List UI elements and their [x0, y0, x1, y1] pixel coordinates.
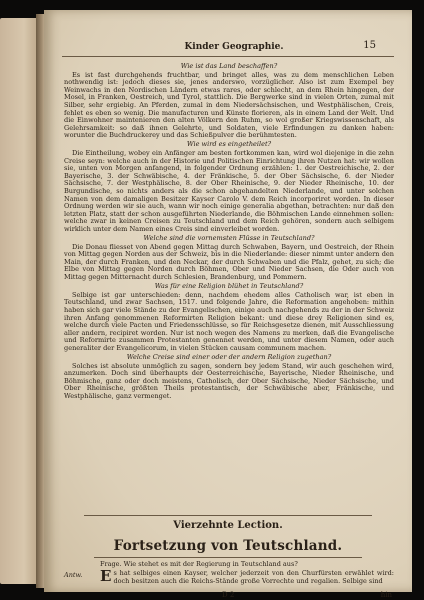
book-page: [44, 10, 412, 599]
question-heading: Wie wird es eingetheilet?: [186, 140, 272, 149]
title-rule: [94, 557, 362, 558]
question-heading: Was für eine Religion blühet in Teutschland?: [154, 282, 304, 291]
question-heading: Wie ist das Land beschaffen?: [180, 62, 278, 70]
running-title: Kinder Geographie.: [184, 42, 284, 52]
left-page-edge: [0, 18, 40, 584]
body-paragraph: Selbige ist gar unterschieden: denn, nachdem ehedem alles Catholisch war, ist eben in Teutschland, und zwar Sachsen, 1517. und folgende Jahre, die Reformation angehoben: mithin haben sich gar viele Stände zu der Evangelischen, einige auch nachgehends zu der in der Schweiz ihren Anfang genommenen Reformirten Religion bekant: und diese drey Religionen sind es, welche durch viele Pacten und Friedensschlüsse, so für Reichsgesetze dienen, mit Ausschliessung aller andern, recipiret worden. Nur ist noch wegen des Namens zu merken, daß die Evangelische und Reformirte zusammen Protestanten genennet werden, und unter diesem Namen, oder auch generaliter der Evangelicorum, in vielen Stücken causam communem machen.: [64, 290, 394, 352]
question-heading: Welche Creise sind einer oder der andern Religion zugethan?: [126, 352, 332, 361]
body-paragraph: Die Donau fliesset von Abend gegen Mittag durch Schwaben, Bayern, und Oestreich, der Rhein von Mittag gegen Norden aus der Schweiz, bis in die Niederlande: dieser nimmt unter andern den Main, der durch Franken, und den Neckar, der durch Schwaben und die Pfalz, gehet, zu sich; die Elbe von Mittag gegen Norden durch Böhmen, Ober und Nieder Sachsen, die Oder auch von Mittag gegen Mitternacht durch Schlesien, Brandenburg, und Pommern.: [64, 242, 394, 282]
page-number: 15: [363, 40, 376, 51]
signature-mark: D 2: [222, 591, 235, 599]
antw-label: Antw.: [64, 571, 83, 579]
section-rule: [84, 515, 372, 516]
catchword: hin: [380, 591, 392, 599]
drop-cap: E: [100, 567, 112, 585]
header-rule: [62, 56, 394, 57]
body-paragraph: Es ist fast durchgehends fruchtbar, und bringet alles, was zu dem menschlichen Leben nothwendig ist: jedoch dieses sie, jenes anderswo, vorzüglicher. Also ist zum Exempel bey Weinwachs in den Nordischen Ländern etwas rares, oder schlecht, an dem Rhein hingegen, der Mosel, in Franken, Oestreich, und Tyrol, stattlich. Die Bergwerke sind in vielen Orten, zumal mit Silber, sehr ergiebig. An Pferden, zumal in dem Niedersächsischen, und Westphälischen, Creis, fehlet es eben so wenig. Die manufacturen und Künste florieren, als in einem Land der Welt. Und die Einwohner maintenieren den alten Völkern den Ruhm, so wol großer Kriegswissenschaft, als Gelehrsamkeit: so daß ihnen Gelehrte, und Soldaten, viele Erfindungen zu danken haben: worunter die Buchdruckerey und das Schießpulver die berühmtesten.: [64, 70, 394, 140]
lesson-heading: Vierzehnte Lection.: [173, 520, 283, 531]
antw-text: [100, 567, 394, 585]
body-text: [64, 62, 394, 402]
antw-body: s hat selbiges einen Kayser, welcher jederzeit von den Churfürsten erwählet wird: doch besitzen auch die Reichs-Stände große Vorrechte und regalien. Selbige sind: [113, 569, 394, 585]
frage-line: Frage. Wie stehet es mit der Regierung in Teutschland aus?: [100, 560, 298, 568]
body-paragraph: Die Eintheilung, wobey ein Anfänger am besten fortkommen kan, wird wol diejenige in die zehn Creise seyn: welche auch in der Historie und Politischen Einrichtung ihren Nutzen hat: wir wollen sie, unten von Morgen anfangend, in folgender Ordnung erzählen: 1. der Oestreichische, 2. der Bayerische, 3. der Schwäbische, 4. der Fränkische, 5. der Ober Sächsische, 6. der Nieder Sächsische, 7. der Westphälische, 8. der Ober Rheinische, 9. der Nieder Rheinische, 10. der Burgundische, so nichts anders als die schon abgehandelten Niederlande, und unter solchen Namen von dem damaligen Besitzer Kayser Carolo V. dem Reich incorporiret worden. In dieser Ordnung werden wir sie auch, wann wir noch einige generalia abgethan, betrachten: nur daß den letzten Platz, statt der schon ausgeführten Niederlande, die Böhmischen Lande einnehmen sollen: welche zwar in keinen Creisen zu Teutschland und dem Reich gehören, sondern auch selbigem wirklich unter dem Namen eines Creis sind einverleibet worden.: [64, 149, 394, 233]
lesson-title: Fortsetzung von Teutschland.: [113, 538, 343, 554]
body-paragraph: Solches ist absolute unmöglich zu sagen, sondern bey jedem Stand, wir auch geschehen wird, anzumerken. Doch sind überhaupts der Oesterreichische, Bayerische, Nieder Rheinische, und Böhmische, ganz oder doch meistens, Catholisch, der Ober Sächsische, Nieder Sächsische, und Ober Rheinische, größten Theils protestantisch, der Schwäbische aber, Fränkische, und Westphälische, ganz vermenget.: [64, 361, 394, 400]
question-heading: Welche sind die vornemsten Flüsse in Teutschland?: [143, 234, 315, 243]
